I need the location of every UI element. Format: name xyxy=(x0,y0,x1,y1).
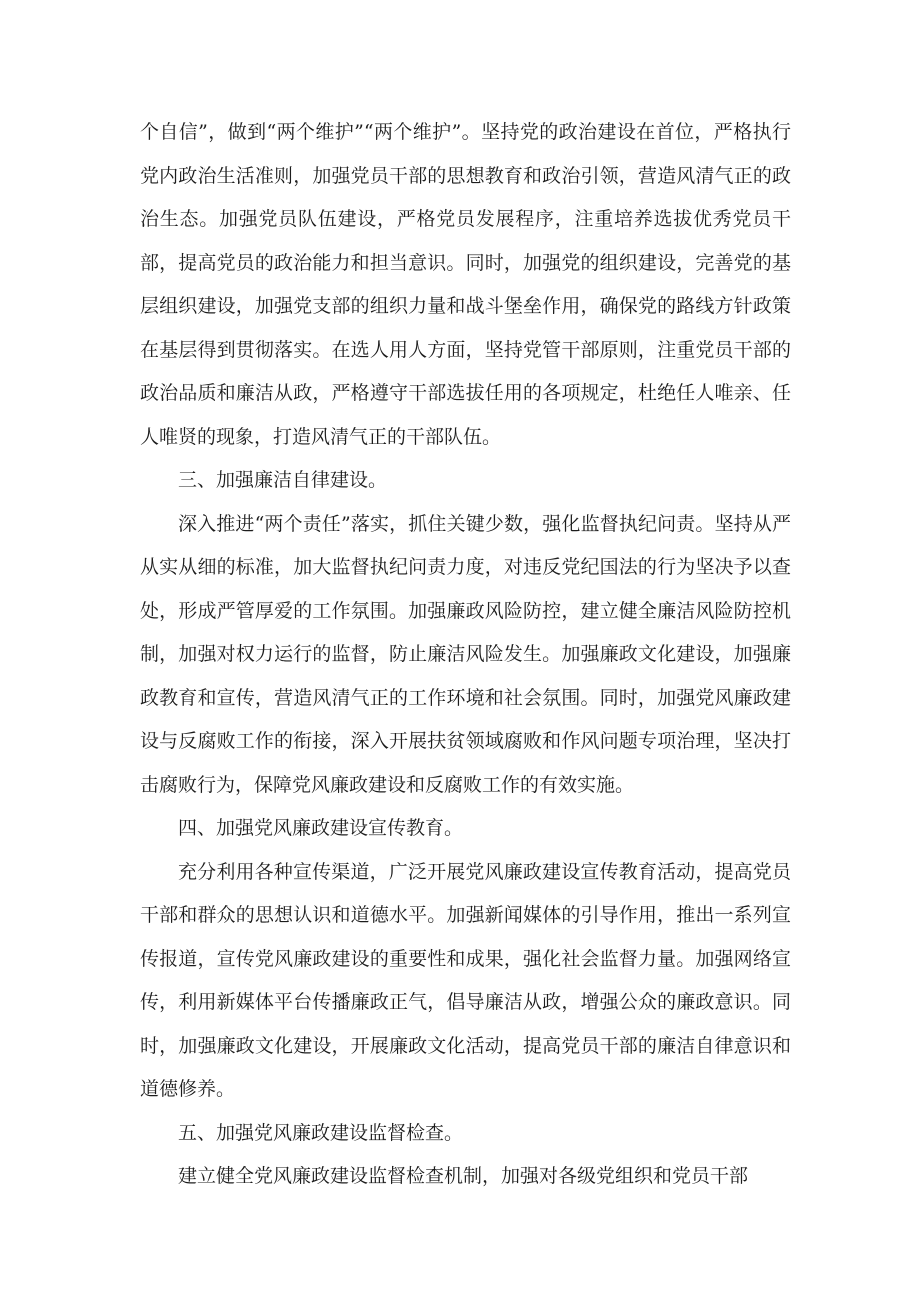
document-body xyxy=(140,111,791,1199)
section-heading-4: 四、加强党风廉政建设宣传教育。 xyxy=(178,817,464,839)
paragraph-publicity: 充分利用各种宣传渠道，广泛开展党风廉政建设宣传教育活动，提高党员干部和群众的思想认识和道德水平。加强新闻媒体的引导作用，推出一系列宣传报道，宣传党风廉政建设的重要性和成果，强化社会监督力量。加强网络宣传，利用新媒体平台传播廉政正气，倡导廉洁从政，增强公众的廉政意识。同时，加强廉政文化建设，开展廉政文化活动，提高党员干部的廉洁自律意识和道德修养。 xyxy=(140,860,791,1100)
section-heading-5: 五、加强党风廉政建设监督检查。 xyxy=(178,1121,464,1144)
paragraph-integrity: 深入推进“两个责任”落实，抓住关键少数，强化监督执纪问责。坚持从严从实从细的标准，加大监督执纪问责力度，对违反党纪国法的行为坚决予以查处，形成严管厚爱的工作氛围。加强廉政风险防控，建立健全廉洁风险防控机制，加强对权力运行的监督，防止廉洁风险发生。加强廉政文化建设，加强廉政教育和宣传，营造风清气正的工作环境和社会氛围。同时，加强党风廉政建设与反腐败工作的衔接，深入开展扶贫领域腐败和作风问题专项治理，坚决打击腐败行为，保障党风廉政建设和反腐败工作的有效实施。 xyxy=(140,512,791,796)
paragraph-supervision: 建立健全党风廉政建设监督检查机制，加强对各级党组织和党员干部 xyxy=(178,1165,749,1187)
section-heading-3: 三、加强廉洁自律建设。 xyxy=(178,469,388,491)
paragraph-continuation: 个自信”，做到“两个维护”“两个维护”。坚持党的政治建设在首位，严格执行党内政治生活准则，加强党员干部的思想教育和政治引领，营造风清气正的政治生态。加强党员队伍建设，严格党员发展程序，注重培养选拔优秀党员干部，提高党员的政治能力和担当意识。同时，加强党的组织建设，完善党的基层组织建设，加强党支部的组织力量和战斗堡垒作用，确保党的路线方针政策在基层得到贯彻落实。在选人用人方面，坚持党管干部原则，注重党员干部的政治品质和廉洁从政，严格遵守干部选拔任用的各项规定，杜绝任人唯亲、任人唯贤的现象，打造风清气正的干部队伍。 xyxy=(140,121,791,448)
